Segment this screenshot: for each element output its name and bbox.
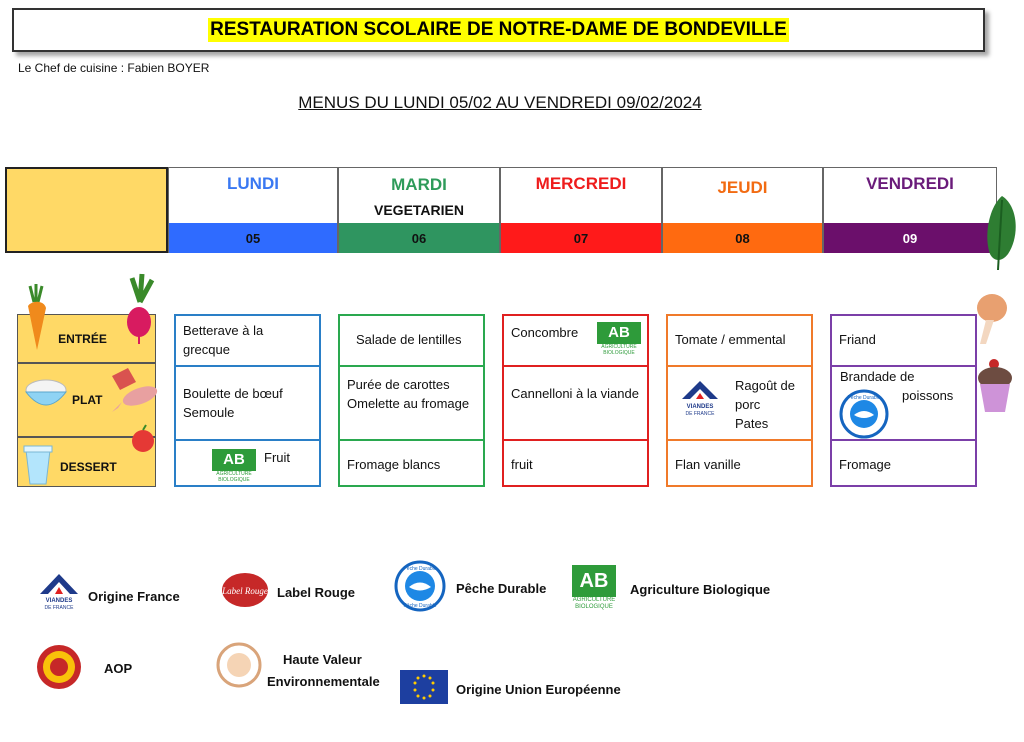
eu-flag-icon bbox=[400, 670, 448, 704]
chef-name: Le Chef de cuisine : Fabien BOYER bbox=[18, 61, 210, 75]
day-theme: VEGETARIEN bbox=[374, 202, 464, 218]
viandes-de-france-logo-icon bbox=[676, 377, 724, 417]
menu-card-lundi bbox=[174, 314, 321, 487]
dessert-cell bbox=[176, 439, 319, 487]
legend-hve-line2: Environnementale bbox=[267, 674, 380, 689]
ab-logo-icon: AB AGRICULTURE BIOLOGIQUE bbox=[212, 449, 256, 483]
legend-label-rouge: Label Rouge bbox=[277, 585, 356, 600]
svg-text:VIANDES: VIANDES bbox=[686, 404, 714, 410]
plat-line: porc bbox=[735, 397, 761, 412]
dessert-text: Fruit bbox=[264, 450, 290, 465]
day-number: 07 bbox=[501, 223, 661, 253]
hve-logo-icon bbox=[216, 642, 262, 688]
rice-bowl-icon bbox=[22, 378, 70, 414]
svg-text:DE FRANCE: DE FRANCE bbox=[685, 411, 715, 417]
entree-text: Salade de lentilles bbox=[356, 332, 462, 347]
svg-text:DE FRANCE: DE FRANCE bbox=[44, 605, 74, 611]
legend-origine-france: Origine France bbox=[88, 589, 180, 604]
course-dessert: DESSERT bbox=[17, 437, 156, 487]
dessert-text: Fromage blancs bbox=[340, 439, 483, 487]
meat-fish-icon bbox=[108, 362, 160, 414]
menu-card-mardi bbox=[338, 314, 485, 487]
day-number: 05 bbox=[169, 223, 337, 253]
menu-card-vendredi bbox=[830, 314, 977, 487]
legend-hve-line1: Haute Valeur bbox=[283, 652, 362, 667]
legend-peche-durable: Pêche Durable bbox=[456, 581, 547, 596]
ab-logo-icon: AB AGRICULTURE BIOLOGIQUE bbox=[572, 565, 616, 613]
day-header-lundi bbox=[168, 167, 338, 253]
chicken-leg-icon bbox=[972, 290, 1012, 350]
plat-text: Boulette de bœuf Semoule bbox=[176, 365, 319, 439]
plat-cell bbox=[668, 365, 811, 439]
plat-line: Pates bbox=[735, 416, 769, 431]
day-name: JEUDI bbox=[717, 178, 768, 197]
yogurt-icon bbox=[22, 440, 54, 486]
label-rouge-logo-icon bbox=[220, 570, 270, 610]
cupcake-icon bbox=[974, 354, 1016, 416]
day-number: 09 bbox=[824, 223, 996, 253]
entree-text: Concombre bbox=[511, 325, 579, 340]
day-number: 08 bbox=[663, 223, 822, 253]
plat-cell bbox=[832, 365, 975, 439]
title-box bbox=[12, 8, 985, 52]
dessert-text: Flan vanille bbox=[668, 439, 811, 487]
svg-text:Pêche Durable: Pêche Durable bbox=[847, 395, 881, 401]
plat-line: poissons bbox=[902, 388, 954, 403]
day-name: MARDI bbox=[391, 175, 447, 194]
course-plat: PLAT bbox=[17, 363, 156, 437]
corner-cell bbox=[5, 167, 168, 253]
legend-agriculture-biologique: Agriculture Biologique bbox=[630, 582, 771, 597]
dessert-text: fruit bbox=[504, 439, 647, 487]
menu-period: MENUS DU LUNDI 05/02 AU VENDREDI 09/02/2024 bbox=[298, 93, 702, 112]
menu-card-mercredi bbox=[502, 314, 649, 487]
menu-card-jeudi bbox=[666, 314, 813, 487]
peche-durable-logo-icon bbox=[838, 389, 890, 439]
day-header-mercredi bbox=[500, 167, 662, 253]
ab-logo-icon: AB AGRICULTURE BIOLOGIQUE bbox=[597, 322, 641, 356]
plat-text: Cannelloni à la viande bbox=[504, 365, 647, 439]
peche-durable-logo-icon bbox=[394, 560, 446, 612]
day-header-vendredi bbox=[823, 167, 997, 253]
entree-text: Betterave à la grecque bbox=[183, 323, 264, 357]
svg-text:Label Rouge: Label Rouge bbox=[222, 586, 268, 596]
viandes-de-france-logo-icon bbox=[36, 570, 82, 612]
plat-text: Purée de carottes Omelette au fromage bbox=[340, 365, 483, 439]
plat-line: Ragoût de bbox=[735, 378, 795, 393]
svg-text:VIANDES: VIANDES bbox=[45, 598, 73, 604]
entree-text: Friand bbox=[839, 332, 876, 347]
legend-origine-ue: Origine Union Européenne bbox=[456, 682, 621, 697]
entree-cell bbox=[504, 316, 647, 365]
spinach-leaf-icon bbox=[984, 192, 1022, 274]
page-title: RESTAURATION SCOLAIRE DE NOTRE-DAME DE BONDEVILLE bbox=[210, 19, 787, 40]
dessert-text: Fromage bbox=[832, 439, 975, 487]
carrot-icon bbox=[22, 282, 50, 354]
entree-text: Tomate / emmental bbox=[675, 332, 786, 347]
day-header-jeudi bbox=[662, 167, 823, 253]
legend-aop: AOP bbox=[104, 661, 133, 676]
day-name: MERCREDI bbox=[535, 174, 627, 193]
day-header-mardi bbox=[338, 167, 500, 253]
course-entree: ENTRÉE bbox=[17, 314, 156, 363]
svg-text:Pêche Durable: Pêche Durable bbox=[403, 566, 437, 572]
day-name: VENDREDI bbox=[866, 174, 954, 193]
plat-line: Brandade de bbox=[840, 369, 915, 384]
radish-icon bbox=[122, 272, 158, 344]
aop-logo-icon bbox=[36, 644, 82, 690]
apple-icon bbox=[128, 424, 158, 454]
svg-text:Pêche Durable: Pêche Durable bbox=[403, 603, 437, 609]
day-number: 06 bbox=[339, 223, 499, 253]
day-name: LUNDI bbox=[227, 174, 279, 193]
